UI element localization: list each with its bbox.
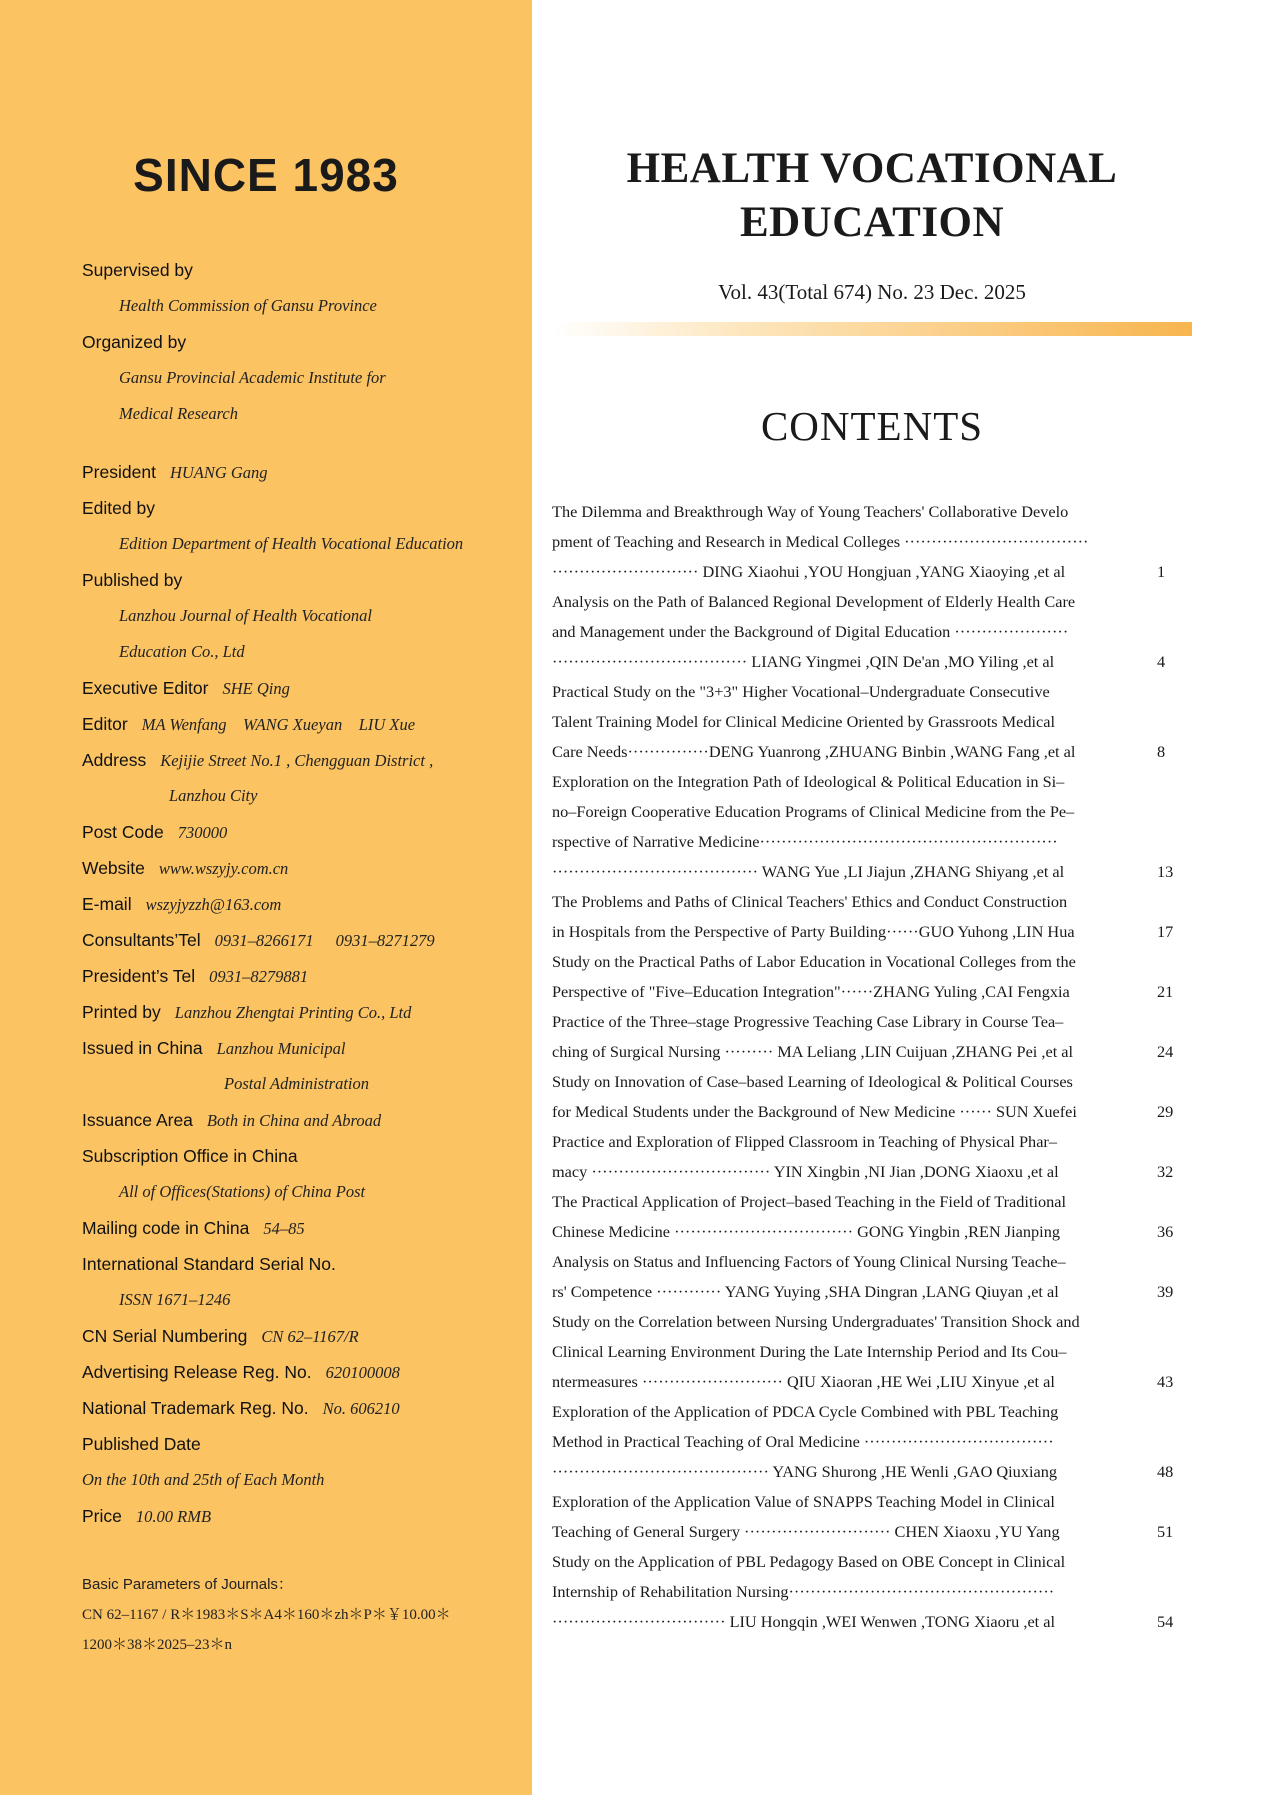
toc-entry[interactable] bbox=[552, 1247, 1234, 1307]
subscription-value-row bbox=[82, 1174, 522, 1210]
toc-line-text: Analysis on Status and Influencing Factors of Young Clinical Nursing Teache– bbox=[552, 1252, 1066, 1271]
postcode-value: 730000 bbox=[177, 823, 228, 842]
toc-entry[interactable] bbox=[552, 1007, 1234, 1067]
organized-row bbox=[82, 324, 522, 360]
address-value-row-2 bbox=[82, 778, 522, 814]
toc-line-text: pment of Teaching and Research in Medical Colleges ·································· bbox=[552, 532, 1089, 551]
postcode-label: Post Code bbox=[82, 822, 164, 842]
toc-entry-line bbox=[552, 1547, 1234, 1577]
issued-label: Issued in China bbox=[82, 1038, 203, 1058]
toc-entry-line bbox=[552, 947, 1234, 977]
toc-page-number: 39 bbox=[1157, 1282, 1174, 1301]
toc-line-text: Talent Training Model for Clinical Medicine Oriented by Grassroots Medical bbox=[552, 712, 1056, 731]
cn-row bbox=[82, 1318, 522, 1354]
toc-line-text: ········································ YANG Shurong ,HE Wenli ,GAO Qiuxiang bbox=[552, 1462, 1057, 1481]
email-label: E-mail bbox=[82, 894, 132, 914]
address-value-1: Kejijie Street No.1 , Chengguan District , bbox=[160, 751, 434, 770]
toc-page-number: 13 bbox=[1157, 862, 1174, 881]
ad-row bbox=[82, 1354, 522, 1390]
website-row bbox=[82, 850, 522, 886]
toc-line-text: ··························· DING Xiaohui ,YOU Hongjuan ,YANG Xiaoying ,et al bbox=[552, 562, 1066, 581]
supervised-value: Health Commission of Gansu Province bbox=[119, 296, 377, 315]
toc-line-text: in Hospitals from the Perspective of Party Building······GUO Yuhong ,LIN Hua bbox=[552, 922, 1075, 941]
consultants-value-2: 0931–8271279 bbox=[335, 931, 435, 950]
toc-line-text: Perspective of "Five–Education Integration"······ZHANG Yuling ,CAI Fengxia bbox=[552, 982, 1070, 1001]
toc-page-number: 24 bbox=[1157, 1042, 1174, 1061]
issn-value: ISSN 1671–1246 bbox=[119, 1290, 231, 1309]
toc-page-number: 43 bbox=[1157, 1372, 1174, 1391]
toc-line-text: Exploration of the Application Value of SNAPPS Teaching Model in Clinical bbox=[552, 1492, 1055, 1511]
mailing-value: 54–85 bbox=[263, 1219, 305, 1238]
pubdate-row bbox=[82, 1426, 522, 1462]
toc-entry[interactable] bbox=[552, 1187, 1234, 1247]
toc-entry-line bbox=[552, 1187, 1234, 1217]
pubdate-label: Published Date bbox=[82, 1434, 201, 1454]
editor-value: MA Wenfang WANG Xueyan LIU Xue bbox=[141, 715, 416, 734]
area-label: Issuance Area bbox=[82, 1110, 193, 1130]
toc-entry-line bbox=[552, 557, 1234, 587]
spacer bbox=[82, 432, 522, 454]
address-label: Address bbox=[82, 750, 147, 770]
toc-page-number: 51 bbox=[1157, 1522, 1174, 1541]
pubdate-value: On the 10th and 25th of Each Month bbox=[82, 1470, 325, 1489]
president-row bbox=[82, 454, 522, 490]
toc-entry[interactable] bbox=[552, 497, 1234, 587]
issn-value-row bbox=[82, 1282, 522, 1318]
toc-entry-line bbox=[552, 1607, 1234, 1637]
supervised-row bbox=[82, 252, 522, 288]
cn-label: CN Serial Numbering bbox=[82, 1326, 248, 1346]
toc-line-text: rs' Competence ············ YANG Yuying ,SHA Dingran ,LANG Qiuyan ,et al bbox=[552, 1282, 1059, 1301]
toc-line-text: for Medical Students under the Background of New Medicine ······ SUN Xuefei bbox=[552, 1102, 1077, 1121]
toc-entry-line bbox=[552, 1397, 1234, 1427]
price-label: Price bbox=[82, 1506, 122, 1526]
toc-line-text: The Dilemma and Breakthrough Way of Young Teachers' Collaborative Develo bbox=[552, 502, 1069, 521]
president-tel-label: President’s Tel bbox=[82, 966, 196, 986]
issued-value-row-2 bbox=[82, 1066, 522, 1102]
basic-parameters-line-1: CN 62–1167 / R＊1983＊S＊A4＊160＊zh＊P＊￥10.00＊ bbox=[82, 1607, 451, 1623]
website-value: www.wszyjy.com.cn bbox=[158, 859, 289, 878]
toc-line-text: ···································· LIANG Yingmei ,QIN De'an ,MO Yiling ,et al bbox=[552, 652, 1055, 671]
supervised-value-row bbox=[82, 288, 522, 324]
cn-value: CN 62–1167/R bbox=[261, 1327, 359, 1346]
toc-entry-line bbox=[552, 617, 1234, 647]
issn-row bbox=[82, 1246, 522, 1282]
toc-entry[interactable] bbox=[552, 1547, 1234, 1637]
organized-value-row-2 bbox=[82, 396, 522, 432]
table-of-contents bbox=[552, 497, 1234, 1637]
published-label: Published by bbox=[82, 570, 183, 590]
journal-title-line-2: EDUCATION bbox=[739, 199, 1005, 246]
editor-row bbox=[82, 706, 522, 742]
published-value-1: Lanzhou Journal of Health Vocational bbox=[119, 606, 372, 625]
toc-entry-line bbox=[552, 527, 1234, 557]
toc-page-number: 21 bbox=[1157, 982, 1174, 1001]
toc-entry-line bbox=[552, 1457, 1234, 1487]
toc-entry-line bbox=[552, 1517, 1234, 1547]
toc-entry-line bbox=[552, 797, 1234, 827]
toc-entry[interactable] bbox=[552, 1127, 1234, 1187]
basic-parameters-line-2: 1200＊38＊2025–23＊n bbox=[82, 1637, 233, 1653]
consultants-label: Consultants’Tel bbox=[82, 930, 201, 950]
toc-page-number: 29 bbox=[1157, 1102, 1174, 1121]
area-value: Both in China and Abroad bbox=[206, 1111, 382, 1130]
toc-entry-line bbox=[552, 1487, 1234, 1517]
toc-entry-line bbox=[552, 1307, 1234, 1337]
exec-editor-value: SHE Qing bbox=[222, 679, 290, 698]
organized-value-1: Gansu Provincial Academic Institute for bbox=[119, 368, 386, 387]
toc-line-text: rspective of Narrative Medicine······················································· bbox=[552, 832, 1058, 851]
toc-entry[interactable] bbox=[552, 767, 1234, 887]
issued-value-2: Postal Administration bbox=[224, 1074, 370, 1093]
address-value-2: Lanzhou City bbox=[169, 786, 258, 805]
toc-entry-line bbox=[552, 737, 1234, 767]
issn-label: International Standard Serial No. bbox=[82, 1254, 336, 1274]
subscription-value: All of Offices(Stations) of China Post bbox=[119, 1182, 366, 1201]
price-row bbox=[82, 1498, 522, 1534]
contents-heading: CONTENTS bbox=[760, 403, 984, 449]
toc-entry-line bbox=[552, 677, 1234, 707]
mailing-row bbox=[82, 1210, 522, 1246]
edited-value: Edition Department of Health Vocational Education bbox=[119, 534, 464, 553]
toc-entry[interactable] bbox=[552, 1487, 1234, 1547]
toc-entry-line bbox=[552, 1007, 1234, 1037]
published-row bbox=[82, 562, 522, 598]
toc-line-text: Study on the Correlation between Nursing Undergraduates' Transition Shock and bbox=[552, 1312, 1080, 1331]
published-value-2: Education Co., Ltd bbox=[119, 642, 245, 661]
volume-info: Vol. 43(Total 674) No. 23 Dec. 2025 bbox=[718, 280, 1026, 304]
president-label: President bbox=[82, 462, 156, 482]
printed-row bbox=[82, 994, 522, 1030]
toc-line-text: no–Foreign Cooperative Education Programs of Clinical Medicine from the Pe– bbox=[552, 802, 1075, 821]
toc-line-text: Method in Practical Teaching of Oral Medicine ··································· bbox=[552, 1432, 1054, 1451]
toc-page-number: 1 bbox=[1157, 562, 1166, 581]
address-row bbox=[82, 742, 522, 778]
toc-page-number: 32 bbox=[1157, 1162, 1174, 1181]
toc-entry-line bbox=[552, 917, 1234, 947]
journal-title-line-1: HEALTH VOCATIONAL bbox=[626, 145, 1118, 192]
toc-line-text: ································ LIU Hongqin ,WEI Wenwen ,TONG Xiaoru ,et al bbox=[552, 1612, 1056, 1631]
toc-entry-line bbox=[552, 1427, 1234, 1457]
toc-line-text: ······································ WANG Yue ,LI Jiajun ,ZHANG Shiyang ,et al bbox=[552, 862, 1065, 881]
publication-info bbox=[82, 252, 522, 1534]
toc-entry-line bbox=[552, 1217, 1234, 1247]
toc-entry-line bbox=[552, 1157, 1234, 1187]
toc-entry-line bbox=[552, 887, 1234, 917]
toc-line-text: Exploration on the Integration Path of Ideological & Political Education in Si– bbox=[552, 772, 1065, 791]
postcode-row bbox=[82, 814, 522, 850]
toc-line-text: ching of Surgical Nursing ········· MA Leliang ,LIN Cuijuan ,ZHANG Pei ,et al bbox=[552, 1042, 1074, 1061]
toc-page-number: 48 bbox=[1157, 1462, 1174, 1481]
trademark-label: National Trademark Reg. No. bbox=[82, 1398, 309, 1418]
toc-entry[interactable] bbox=[552, 1397, 1234, 1487]
printed-label: Printed by bbox=[82, 1002, 161, 1022]
email-value: wszyjyzzh@163.com bbox=[145, 895, 282, 914]
toc-entry[interactable] bbox=[552, 1307, 1234, 1397]
president-tel-row bbox=[82, 958, 522, 994]
subscription-row bbox=[82, 1138, 522, 1174]
toc-line-text: macy ································· YIN Xingbin ,NI Jian ,DONG Xiaoxu ,et al bbox=[552, 1162, 1059, 1181]
toc-entry-line bbox=[552, 647, 1234, 677]
published-value-row-1 bbox=[82, 598, 522, 634]
toc-entry-line bbox=[552, 1577, 1234, 1607]
toc-line-text: Practice and Exploration of Flipped Classroom in Teaching of Physical Phar– bbox=[552, 1132, 1057, 1151]
toc-entry-line bbox=[552, 767, 1234, 797]
toc-entry-line bbox=[552, 857, 1234, 887]
toc-entry-line bbox=[552, 1067, 1234, 1097]
consultants-value-1: 0931–8266171 bbox=[214, 931, 314, 950]
toc-entry-line bbox=[552, 497, 1234, 527]
toc-line-text: The Practical Application of Project–based Teaching in the Field of Traditional bbox=[552, 1192, 1067, 1211]
journal-title bbox=[552, 142, 1192, 250]
issued-row bbox=[82, 1030, 522, 1066]
organized-value-row-1 bbox=[82, 360, 522, 396]
organized-value-2: Medical Research bbox=[119, 404, 238, 423]
edited-value-row bbox=[82, 526, 522, 562]
toc-line-text: Study on Innovation of Case–based Learning of Ideological & Political Courses bbox=[552, 1072, 1073, 1091]
toc-page-number: 4 bbox=[1157, 652, 1166, 671]
toc-line-text: Internship of Rehabilitation Nursing················································· bbox=[552, 1582, 1055, 1601]
toc-entry-line bbox=[552, 707, 1234, 737]
area-row bbox=[82, 1102, 522, 1138]
basic-parameters-title: Basic Parameters of Journals： bbox=[82, 1576, 293, 1593]
price-value: 10.00 RMB bbox=[135, 1507, 212, 1526]
edited-row bbox=[82, 490, 522, 526]
subscription-label: Subscription Office in China bbox=[82, 1146, 298, 1166]
consultants-row bbox=[82, 922, 522, 958]
trademark-row bbox=[82, 1390, 522, 1426]
toc-line-text: and Management under the Background of Digital Education ····················· bbox=[552, 622, 1069, 641]
president-tel-value: 0931–8279881 bbox=[209, 967, 309, 986]
since-year-heading: SINCE 1983 bbox=[133, 149, 399, 201]
mailing-label: Mailing code in China bbox=[82, 1218, 250, 1238]
ad-value: 620100008 bbox=[325, 1363, 400, 1382]
website-label: Website bbox=[82, 858, 145, 878]
toc-line-text: Exploration of the Application of PDCA Cycle Combined with PBL Teaching bbox=[552, 1402, 1059, 1421]
toc-entry-line bbox=[552, 827, 1234, 857]
toc-entry-line bbox=[552, 1097, 1234, 1127]
trademark-value: No. 606210 bbox=[322, 1399, 400, 1418]
organized-label: Organized by bbox=[82, 332, 187, 352]
toc-entry-line bbox=[552, 1127, 1234, 1157]
exec-editor-row bbox=[82, 670, 522, 706]
exec-editor-label: Executive Editor bbox=[82, 678, 209, 698]
toc-entry-line bbox=[552, 1337, 1234, 1367]
toc-line-text: ntermeasures ·························· QIU Xiaoran ,HE Wei ,LIU Xinyue ,et al bbox=[552, 1372, 1055, 1391]
printed-value: Lanzhou Zhengtai Printing Co., Ltd bbox=[174, 1003, 412, 1022]
toc-page-number: 8 bbox=[1157, 742, 1166, 761]
toc-line-text: Care Needs···············DENG Yuanrong ,ZHUANG Binbin ,WANG Fang ,et al bbox=[552, 742, 1076, 761]
toc-line-text: Chinese Medicine ································· GONG Yingbin ,REN Jianping bbox=[552, 1222, 1060, 1241]
toc-page-number: 54 bbox=[1157, 1612, 1174, 1631]
toc-entry[interactable] bbox=[552, 1067, 1234, 1127]
toc-entry-line bbox=[552, 1367, 1234, 1397]
issued-value-1: Lanzhou Municipal bbox=[216, 1039, 346, 1058]
toc-line-text: Study on the Practical Paths of Labor Education in Vocational Colleges from the bbox=[552, 952, 1076, 971]
toc-entry-line bbox=[552, 1037, 1234, 1067]
toc-line-text: Study on the Application of PBL Pedagogy Based on OBE Concept in Clinical bbox=[552, 1552, 1066, 1571]
ad-label: Advertising Release Reg. No. bbox=[82, 1362, 312, 1382]
toc-entry-line bbox=[552, 1277, 1234, 1307]
gradient-divider bbox=[552, 322, 1192, 336]
left-info-panel bbox=[0, 0, 532, 1795]
president-value: HUANG Gang bbox=[169, 463, 268, 482]
toc-line-text: Practical Study on the "3+3" Higher Vocational–Undergraduate Consecutive bbox=[552, 682, 1050, 701]
published-value-row-2 bbox=[82, 634, 522, 670]
toc-entry-line bbox=[552, 587, 1234, 617]
toc-entry-line bbox=[552, 977, 1234, 1007]
toc-entry-line bbox=[552, 1247, 1234, 1277]
toc-entry[interactable] bbox=[552, 887, 1234, 947]
toc-entry[interactable] bbox=[552, 677, 1234, 767]
supervised-label: Supervised by bbox=[82, 260, 193, 280]
toc-entry[interactable] bbox=[552, 947, 1234, 1007]
toc-line-text: Practice of the Three–stage Progressive Teaching Case Library in Course Tea– bbox=[552, 1012, 1064, 1031]
edited-label: Edited by bbox=[82, 498, 155, 518]
editor-label: Editor bbox=[82, 714, 128, 734]
basic-parameters bbox=[82, 1570, 522, 1660]
toc-line-text: Teaching of General Surgery ··························· CHEN Xiaoxu ,YU Yang bbox=[552, 1522, 1060, 1541]
toc-line-text: The Problems and Paths of Clinical Teachers' Ethics and Conduct Construction bbox=[552, 892, 1068, 911]
toc-page-number: 17 bbox=[1157, 922, 1174, 941]
toc-line-text: Clinical Learning Environment During the Late Internship Period and Its Cou– bbox=[552, 1342, 1067, 1361]
pubdate-value-row bbox=[82, 1462, 522, 1498]
toc-entry[interactable] bbox=[552, 587, 1234, 677]
toc-line-text: Analysis on the Path of Balanced Regional Development of Elderly Health Care bbox=[552, 592, 1076, 611]
toc-page-number: 36 bbox=[1157, 1222, 1174, 1241]
email-row bbox=[82, 886, 522, 922]
